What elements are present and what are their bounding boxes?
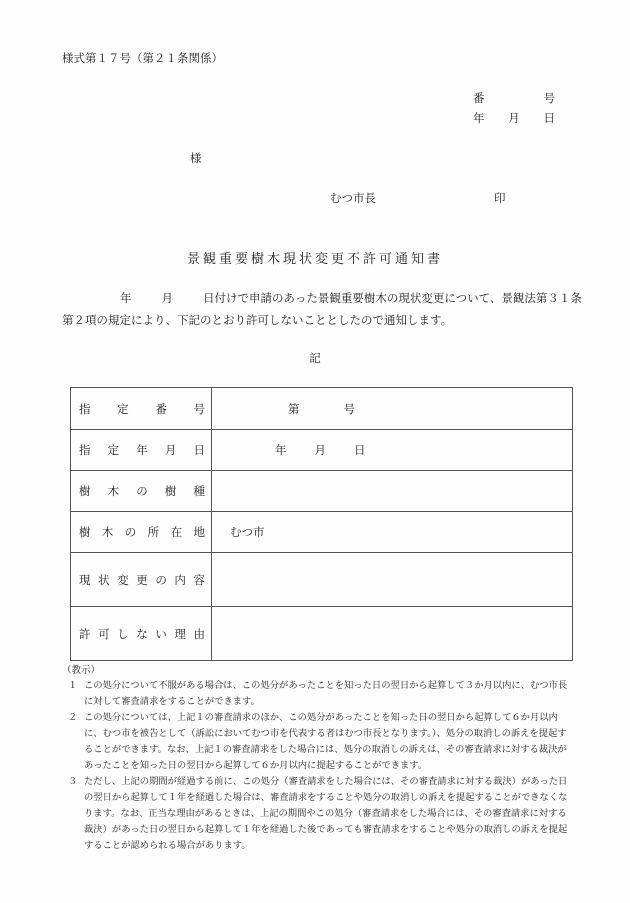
value-part: 年 xyxy=(275,443,287,457)
notice-text: この処分について不服がある場合は、この処分があったことを知った日の翌日から起算して３か月以内に、むつ市長に対して審査請求をすることができます。 xyxy=(84,680,568,707)
form-number: 様式第１７号（第２１条関係） xyxy=(62,51,223,65)
ref-number-ban: 番 xyxy=(473,91,485,105)
label-char: 定 xyxy=(107,443,120,457)
label-char: 木 xyxy=(101,525,114,539)
row-label xyxy=(71,553,212,607)
label-char: 日 xyxy=(193,443,205,457)
value-part: 月 xyxy=(314,443,326,457)
table-row xyxy=(71,388,573,430)
row-value[interactable] xyxy=(212,553,573,607)
notice-number: ３ xyxy=(68,776,78,787)
row-value[interactable] xyxy=(212,430,573,471)
label-char: 内 xyxy=(174,572,186,587)
row-label xyxy=(71,607,212,661)
body-paragraph xyxy=(62,287,582,331)
label-char: 樹 xyxy=(164,484,177,498)
row-value[interactable] xyxy=(212,607,573,661)
label-char: 現 xyxy=(79,572,91,587)
notice-item xyxy=(68,710,570,774)
row-label xyxy=(71,512,212,553)
seal-mark: 印 xyxy=(494,191,506,205)
reference-date xyxy=(473,110,555,126)
reference-number xyxy=(473,90,555,106)
ref-number-go: 号 xyxy=(543,91,555,105)
label-char: 容 xyxy=(193,572,205,587)
row-value[interactable] xyxy=(212,471,573,512)
label-char: 由 xyxy=(193,626,205,641)
label-char: 変 xyxy=(117,572,129,587)
label-char: の xyxy=(124,525,137,539)
row-value[interactable] xyxy=(212,388,573,430)
notice-item xyxy=(68,774,570,854)
issuer: むつ市長 xyxy=(330,191,376,205)
body-year: 年 xyxy=(120,291,132,305)
label-char: い xyxy=(155,626,167,641)
label-char: な xyxy=(136,626,148,641)
value-part: 第 xyxy=(288,401,300,416)
table-row xyxy=(71,471,573,512)
label-char: 更 xyxy=(136,572,148,587)
label-char: 木 xyxy=(107,484,120,498)
notice-number: １ xyxy=(68,680,78,691)
notice-item xyxy=(68,678,570,710)
label-char: 樹 xyxy=(79,484,91,498)
row-label xyxy=(71,471,212,512)
row-label xyxy=(71,388,212,430)
record-table xyxy=(70,387,573,661)
row-value[interactable] xyxy=(212,512,573,553)
table-row xyxy=(71,430,573,471)
notice-text: ただし、上記の期間が経過する前に、この処分（審査請求をした場合には、その審査請求に対する裁決）があった日の翌日から起算して１年を経過した場合は、審査請求をすることや処分の取消しの訴えを提起することができなくなります。なお、正当な理由があるときは、上記の期間やこの処分（審査請求をした場合には、その審査請求に対する裁決）があった日の翌日から起算して１年を経過した後であっても審査請求をすることや処分の取消しの訴えを提起することが認められる場合があります。 xyxy=(84,776,568,851)
label-char: 理 xyxy=(174,626,186,641)
label-char: 状 xyxy=(98,572,110,587)
notice-heading: （教示） xyxy=(62,665,101,676)
ki-heading: 記 xyxy=(309,351,321,365)
notice-number: ２ xyxy=(68,712,78,723)
label-char: 樹 xyxy=(79,525,91,539)
ref-date-day: 日 xyxy=(543,111,555,125)
document-title: 景観重要樹木現状変更不許可通知書 xyxy=(186,252,443,267)
label-char: 可 xyxy=(98,626,110,641)
value-part: 日 xyxy=(354,443,366,457)
label-char: 指 xyxy=(79,443,91,457)
row-label xyxy=(71,430,212,471)
label-char: 許 xyxy=(79,626,91,641)
notice-text: この処分については、上記１の審査請求のほか、この処分があったことを知った日の翌日から起算して６か月以内に、むつ市を被告として（訴訟においてむつ市を代表する者はむつ市長となります。）、処分の取消しの訴えを提起することができます。なお、上記１の審査請求をした場合には、処分の取消しの訴えは、その審査請求に対する裁決があったことを知った日の翌日から起算して６か月以内に提起することができます。 xyxy=(84,712,567,771)
label-char: 所 xyxy=(147,525,160,539)
notice-list xyxy=(68,678,570,854)
label-char: 種 xyxy=(193,484,205,498)
body-month: 月 xyxy=(161,291,173,305)
addressee: 様 xyxy=(190,151,202,165)
label-char: 号 xyxy=(193,401,205,416)
table-row xyxy=(71,553,573,607)
label-char: の xyxy=(136,484,148,498)
ref-date-month: 月 xyxy=(508,111,520,125)
label-char: 番 xyxy=(155,401,167,416)
table-row xyxy=(71,512,573,553)
label-char: 月 xyxy=(164,443,177,457)
label-char: 在 xyxy=(170,525,183,539)
table-row xyxy=(71,607,573,661)
label-char: 指 xyxy=(79,401,91,416)
label-char: 地 xyxy=(193,525,205,539)
label-char: し xyxy=(117,626,129,641)
label-char: の xyxy=(155,572,167,587)
label-char: 年 xyxy=(136,443,148,457)
body-text: 日付けで申請のあった景観重要樹木の現状変更について、景観法第３１条第２項の規定により、下記のとおり許可しないこととしたので通知します。 xyxy=(62,291,582,327)
ref-date-year: 年 xyxy=(473,111,485,125)
label-char: 定 xyxy=(117,401,129,416)
value-part: 号 xyxy=(343,401,355,416)
value-part: むつ市 xyxy=(230,525,265,539)
